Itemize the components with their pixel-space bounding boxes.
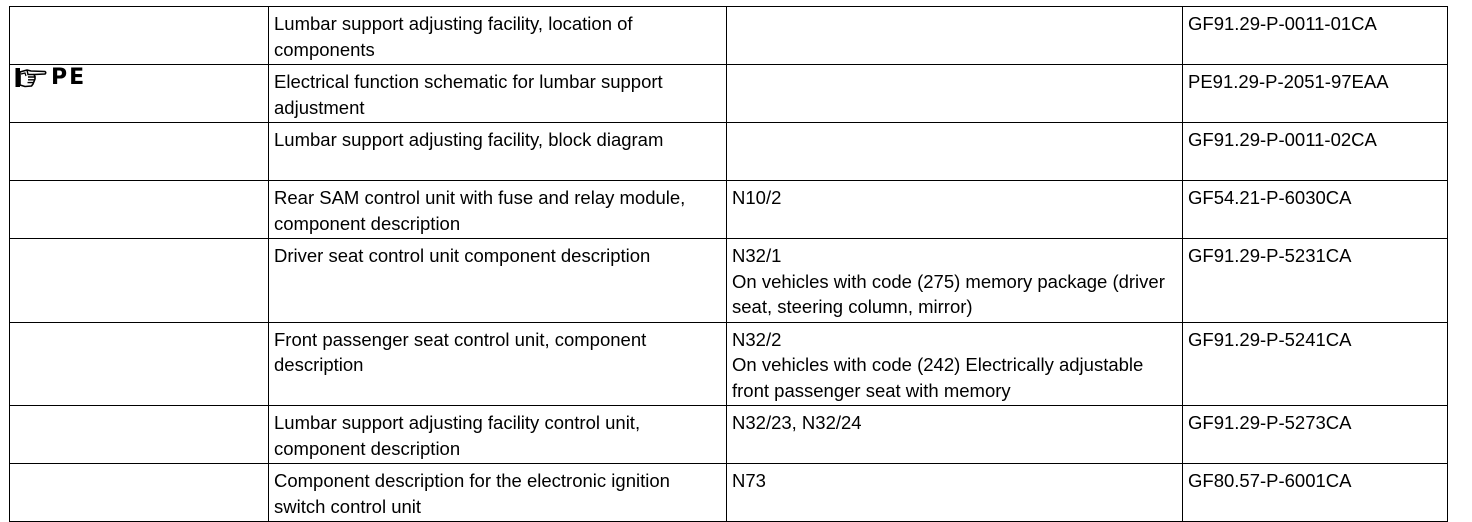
pointing-hand-icon: [15, 67, 47, 89]
component-cell: [727, 322, 1183, 406]
marker-cell: [10, 65, 269, 123]
table-row: [10, 239, 1448, 323]
component-code: N32/1: [732, 245, 782, 266]
marker-cell: [10, 464, 269, 522]
pe-marker-label: PE: [51, 65, 87, 90]
component-cell: [727, 65, 1183, 123]
table-row: [10, 123, 1448, 181]
description-cell: Lumbar support adjusting facility, location of components: [269, 7, 727, 65]
component-code: N32/2: [732, 328, 782, 350]
component-note: On vehicles with code (242) Electrically adjustable front passenger seat with memory: [732, 354, 1144, 401]
component-cell: N32/23, N32/24: [727, 406, 1183, 464]
document-reference[interactable]: GF91.29-P-0011-02CA: [1183, 123, 1448, 181]
table-row: [10, 65, 1448, 123]
description-cell: Rear SAM control unit with fuse and relay module, component description: [269, 181, 727, 239]
marker-cell: [10, 322, 269, 406]
document-reference[interactable]: GF80.57-P-6001CA: [1183, 464, 1448, 522]
marker-cell: [10, 239, 269, 323]
document-reference[interactable]: GF91.29-P-5273CA: [1183, 406, 1448, 464]
document-reference[interactable]: GF54.21-P-6030CA: [1183, 181, 1448, 239]
description-cell: Driver seat control unit component description: [269, 239, 727, 323]
component-cell: [727, 7, 1183, 65]
component-cell: N73: [727, 464, 1183, 522]
reference-table: [9, 6, 1448, 522]
component-note: On vehicles with code (275) memory package (driver seat, steering column, mirror): [732, 270, 1165, 317]
description-cell: Component description for the electronic ignition switch control unit: [269, 464, 727, 522]
document-reference[interactable]: GF91.29-P-0011-01CA: [1183, 7, 1448, 65]
table-row: [10, 7, 1448, 65]
marker-cell: [10, 181, 269, 239]
pe-marker[interactable]: [15, 67, 86, 89]
table-row: [10, 322, 1448, 406]
component-cell: N10/2: [727, 181, 1183, 239]
table-row: [10, 406, 1448, 464]
document-reference[interactable]: GF91.29-P-5241CA: [1183, 322, 1448, 406]
marker-cell: [10, 7, 269, 65]
description-cell: Electrical function schematic for lumbar support adjustment: [269, 65, 727, 123]
marker-cell: [10, 406, 269, 464]
document-reference[interactable]: PE91.29-P-2051-97EAA: [1183, 65, 1448, 123]
table-row: [10, 181, 1448, 239]
component-cell: [727, 123, 1183, 181]
document-reference[interactable]: GF91.29-P-5231CA: [1183, 239, 1448, 323]
component-cell: [727, 239, 1183, 323]
description-cell: Lumbar support adjusting facility, block diagram: [269, 123, 727, 181]
description-cell: Lumbar support adjusting facility control unit, component description: [269, 406, 727, 464]
description-cell: Front passenger seat control unit, component description: [269, 322, 727, 406]
table-row: [10, 464, 1448, 522]
marker-cell: [10, 123, 269, 181]
